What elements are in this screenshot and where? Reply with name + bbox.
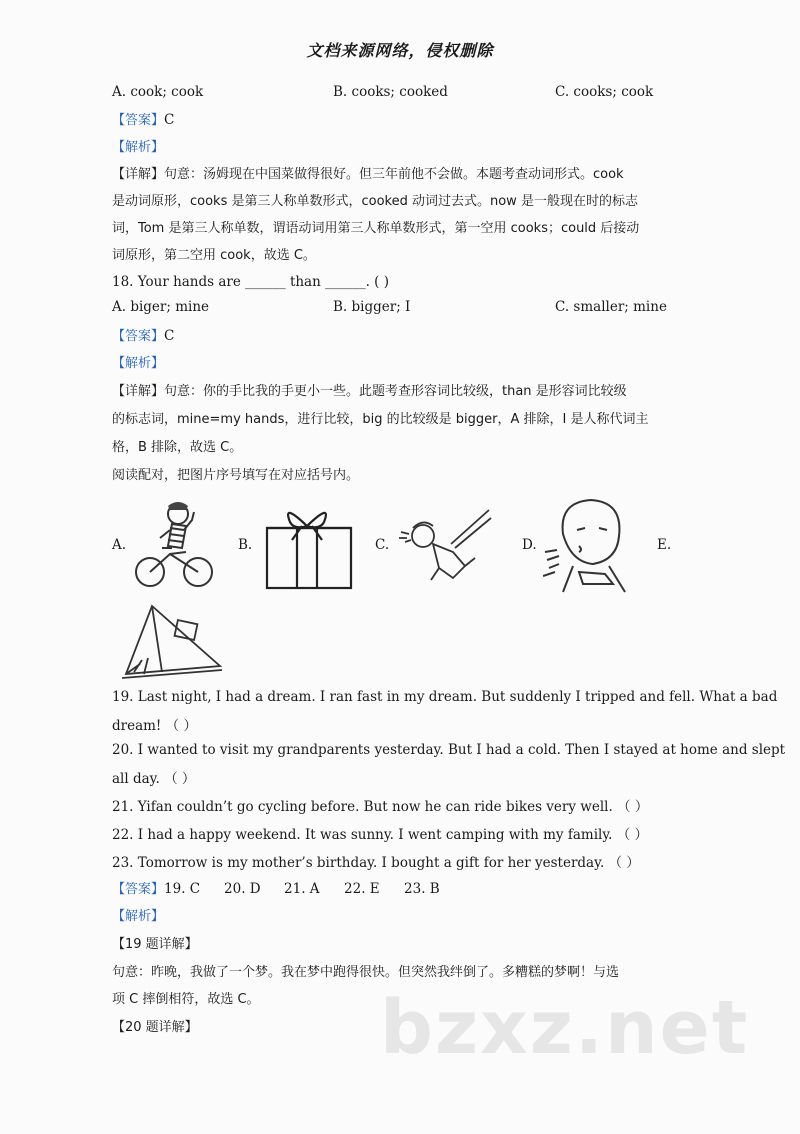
q17-detail-line: 是动词原形，cooks 是第三人称单数形式，cooked 动词过去式。now 是一般现在时的标志	[112, 194, 638, 209]
answer-value: C	[164, 112, 175, 128]
q18-option-a: A. biger; mine	[112, 299, 210, 315]
answers-group: 【答案】19. C 20. D 21. A 22. E 23. B	[112, 881, 440, 897]
q18-answer: 【答案】C	[112, 328, 175, 344]
q17-option-a: A. cook; cook	[112, 84, 204, 100]
picture-label-c: C.	[375, 537, 390, 553]
sick-boy-sneezing-icon	[543, 494, 635, 594]
picture-label-d: D.	[522, 537, 537, 553]
q17-option-c: C. cooks; cook	[555, 84, 654, 100]
answer-item: 20. D	[224, 881, 261, 897]
q18-option-b: B. bigger; I	[333, 299, 411, 315]
picture-label-a: A.	[112, 537, 127, 553]
q17-answer	[112, 109, 174, 128]
q21-line: 21. Yifan couldn’t go cycling before. But now he can ride bikes very well. （ ）	[112, 799, 649, 815]
q19-line: dream! （ ）	[112, 718, 197, 734]
answer-item: 21. A	[284, 881, 320, 897]
q18-detail-line: 的标志词，mine=my hands，进行比较，big 的比较级是 bigger，A 排除，I 是人称代词主	[112, 412, 649, 427]
child-falling-icon	[393, 504, 493, 584]
q20-line: 20. I wanted to visit my grandparents yesterday. But I had a cold. Then I stayed at home and slept	[112, 742, 786, 758]
q20-detail-heading: 【20 题详解】	[112, 1020, 198, 1035]
q19-detail-heading: 【19 题详解】	[112, 937, 198, 952]
q18-option-c: C. smaller; mine	[555, 299, 667, 315]
q17-detail-line: 词，Tom 是第三人称单数，谓语动词用第三人称单数形式，第一空用 cooks；could 后接动	[112, 221, 640, 236]
q18-analysis-tag: 【解析】	[112, 356, 165, 371]
q19-line: 19. Last night, I had a dream. I ran fast in my dream. But suddenly I tripped and fell. What a bad	[112, 689, 778, 705]
tent-icon	[122, 600, 226, 680]
q17-detail-line: 词原形，第二空用 cook，故选 C。	[112, 248, 316, 263]
watermark: bzxz.net	[380, 985, 750, 1071]
q17-analysis-tag: 【解析】	[112, 140, 165, 155]
q17-option-b: B. cooks; cooked	[333, 84, 448, 100]
answer-tag: 【答案】	[112, 113, 165, 128]
q22-line: 22. I had a happy weekend. It was sunny. I went camping with my family. （ ）	[112, 827, 649, 843]
boy-cycling-icon	[132, 498, 216, 590]
q19-detail-line: 句意：昨晚，我做了一个梦。我在梦中跑得很快。但突然我绊倒了。多糟糕的梦啊！与选	[112, 965, 620, 980]
q18-question: 18. Your hands are ______ than ______. ( )	[112, 274, 390, 290]
q20-line: all day. （ ）	[112, 771, 196, 787]
q18-detail-line: 【详解】句意：你的手比我的手更小一些。此题考查形容词比较级，than 是形容词比较级	[112, 384, 627, 399]
gift-box-icon	[262, 500, 356, 592]
answer-item: 22. E	[344, 881, 380, 897]
answer-item: 19. C	[164, 881, 201, 897]
analysis-tag: 【解析】	[112, 909, 165, 924]
q23-line: 23. Tomorrow is my mother’s birthday. I bought a gift for her yesterday. （ ）	[112, 855, 640, 871]
picture-label-e: E.	[657, 537, 672, 553]
page-header: 文档来源网络，侵权删除	[306, 41, 494, 60]
picture-label-b: B.	[238, 537, 253, 553]
reading-instruction: 阅读配对，把图片序号填写在对应括号内。	[112, 468, 360, 483]
q17-detail-line: 【详解】句意：汤姆现在中国菜做得很好。但三年前他不会做。本题考查动词形式。cook	[112, 167, 624, 182]
answer-item: 23. B	[404, 881, 440, 897]
q18-detail-line: 格，B 排除，故选 C。	[112, 440, 243, 455]
q19-detail-line: 项 C 摔倒相符，故选 C。	[112, 992, 260, 1007]
